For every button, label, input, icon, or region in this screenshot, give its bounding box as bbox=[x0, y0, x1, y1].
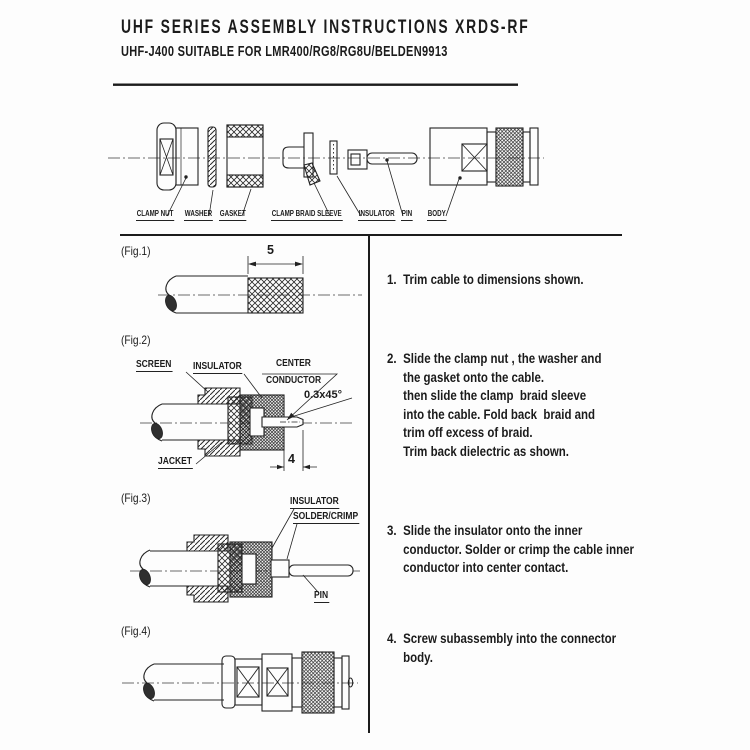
step-2-line: trim off excess of braid. bbox=[403, 425, 533, 441]
part-label-clamp-braid-sleeve: CLAMP BRAID SLEEVE bbox=[271, 210, 342, 221]
part-label-gasket: GASKET bbox=[219, 210, 247, 221]
fig4-caption: (Fig.4) bbox=[121, 624, 151, 638]
part-washer bbox=[208, 127, 216, 187]
step-3-line: conductor into center contact. bbox=[403, 560, 569, 576]
step-1 bbox=[387, 271, 584, 290]
fig4-drawing bbox=[141, 652, 352, 713]
step-3-line: conductor. Solder or crimp the cable inner bbox=[403, 541, 634, 557]
fig2-callout-chamfer: 0.3x45° bbox=[304, 389, 343, 401]
part-label-body: BODY bbox=[427, 210, 447, 221]
part-label-washer: WASHER bbox=[184, 210, 213, 221]
fig1-caption: (Fig.1) bbox=[121, 244, 151, 258]
fig1-drawing bbox=[163, 256, 303, 313]
step-3 bbox=[387, 522, 634, 578]
fig2-dim-conductor-length: 4 bbox=[288, 452, 295, 466]
body-top-rule bbox=[120, 234, 622, 236]
part-pin bbox=[348, 150, 417, 169]
part-label-insulator: INSULATOR bbox=[358, 210, 395, 221]
fig2-callout-screen: SCREEN bbox=[136, 359, 172, 372]
part-body bbox=[430, 128, 538, 186]
part-insulator bbox=[330, 141, 337, 174]
fig3-callout-insulator: INSULATOR bbox=[290, 496, 340, 509]
part-gasket bbox=[227, 125, 263, 187]
part-label-clamp-nut: CLAMP NUT bbox=[136, 210, 174, 221]
step-2-number: 2. bbox=[387, 351, 397, 366]
step-2-line: then slide the clamp braid sleeve bbox=[403, 388, 587, 404]
step-3-number: 3. bbox=[387, 523, 397, 538]
page-title: UHF SERIES ASSEMBLY INSTRUCTIONS XRDS-RF bbox=[121, 17, 530, 38]
fig3-caption: (Fig.3) bbox=[121, 491, 151, 505]
step-1-number: 1. bbox=[387, 272, 397, 287]
part-label-pin: PIN bbox=[401, 210, 413, 221]
fig1-dim-braid-length: 5 bbox=[267, 243, 274, 257]
step-2-line: into the cable. Fold back braid and bbox=[403, 406, 596, 422]
fig2-callout-insulator: INSULATOR bbox=[193, 361, 243, 374]
step-1-line: Trim cable to dimensions shown. bbox=[403, 272, 584, 287]
step-4 bbox=[387, 630, 616, 667]
fig3-callout-solder-crimp: SOLDER/CRIMP bbox=[293, 511, 359, 524]
step-2-line: Trim back dielectric as shown. bbox=[403, 443, 569, 459]
step-2-line: Slide the clamp nut , the washer and bbox=[403, 351, 602, 366]
page-subtitle: UHF-J400 SUITABLE FOR LMR400/RG8/RG8U/BELDEN9913 bbox=[121, 44, 448, 60]
step-3-line: Slide the insulator onto the inner bbox=[403, 523, 583, 538]
part-clamp-nut bbox=[157, 123, 198, 190]
step-4-line: Screw subassembly into the connector bbox=[403, 631, 617, 646]
fig2-callout-center: CENTER bbox=[276, 358, 311, 369]
step-4-line: body. bbox=[403, 649, 433, 665]
part-clamp-braid-sleeve bbox=[283, 133, 320, 185]
parts-drawing bbox=[157, 123, 538, 216]
step-2-line: the gasket onto the cable. bbox=[403, 369, 545, 385]
fig2-callout-jacket: JACKET bbox=[158, 456, 193, 469]
fig3-callout-pin: PIN bbox=[314, 590, 329, 603]
header-rule bbox=[113, 84, 518, 86]
fig2-caption: (Fig.2) bbox=[121, 333, 151, 347]
step-4-number: 4. bbox=[387, 631, 397, 646]
fig2-callout-conductor: CONDUCTOR bbox=[266, 375, 322, 386]
column-divider bbox=[368, 234, 370, 733]
step-2 bbox=[387, 350, 601, 462]
